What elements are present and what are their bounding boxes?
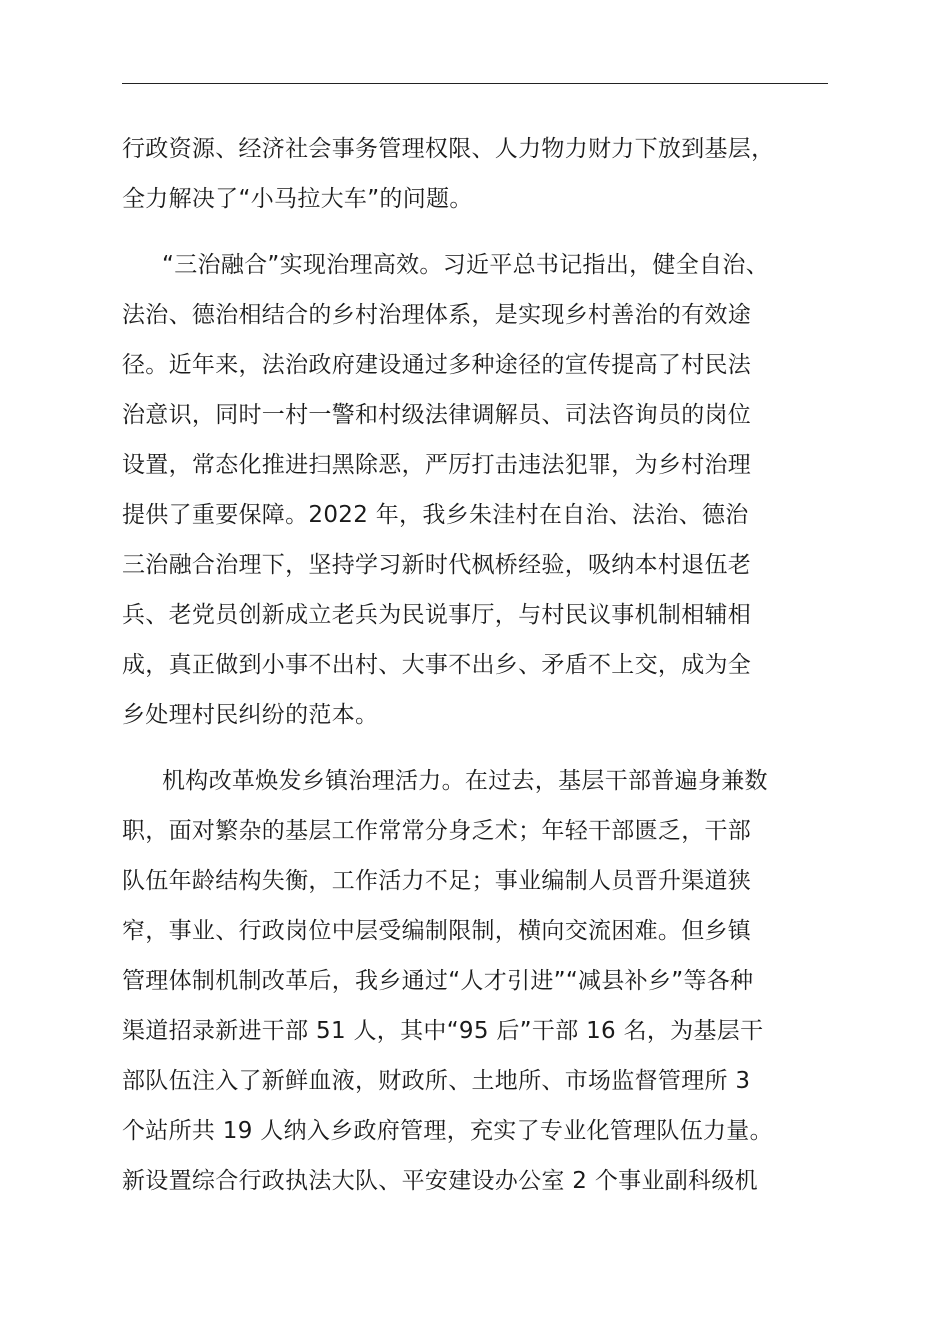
text-line: 法治、德治相结合的乡村治理体系，是实现乡村善治的有效途 [122, 302, 752, 328]
paragraph-gap [122, 224, 828, 240]
text-line: 乡处理村民纠纷的范本。 [122, 702, 379, 728]
text-line: 成，真正做到小事不出村、大事不出乡、矛盾不上交，成为全 [122, 652, 752, 678]
text-line: 队伍年龄结构失衡，工作活力不足；事业编制人员晋升渠道狭 [122, 868, 752, 894]
text-line: 渠道招录新进干部 51 人，其中“95 后”干部 16 名，为基层干 [122, 1018, 764, 1044]
text-line: 径。近年来，法治政府建设通过多种途径的宣传提高了村民法 [122, 352, 752, 378]
text-line: 治意识，同时一村一警和村级法律调解员、司法咨询员的岗位 [122, 402, 752, 428]
paragraph-three-governance [122, 240, 828, 740]
paragraph-continuation [122, 124, 828, 224]
text-line: “三治融合”实现治理高效。习近平总书记指出，健全自治、 [162, 252, 769, 278]
header-rule [122, 83, 828, 84]
text-line: 窄，事业、行政岗位中层受编制限制，横向交流困难。但乡镇 [122, 918, 752, 944]
body-text [122, 124, 828, 1206]
text-line: 职，面对繁杂的基层工作常常分身乏术；年轻干部匮乏，干部 [122, 818, 752, 844]
text-line: 提供了重要保障。2022 年，我乡朱洼村在自治、法治、德治 [122, 502, 749, 528]
text-line: 三治融合治理下，坚持学习新时代枫桥经验，吸纳本村退伍老 [122, 552, 752, 578]
text-line: 管理体制机制改革后，我乡通过“人才引进”“减县补乡”等各种 [122, 968, 754, 994]
text-line: 行政资源、经济社会事务管理权限、人力物力财力下放到基层， [122, 136, 775, 162]
paragraph-gap [122, 740, 828, 756]
text-line: 新设置综合行政执法大队、平安建设办公室 2 个事业副科级机 [122, 1168, 758, 1194]
text-line: 个站所共 19 人纳入乡政府管理，充实了专业化管理队伍力量。 [122, 1118, 773, 1144]
text-line: 兵、老党员创新成立老兵为民说事厅，与村民议事机制相辅相 [122, 602, 752, 628]
text-line: 部队伍注入了新鲜血液，财政所、土地所、市场监督管理所 3 [122, 1068, 751, 1094]
text-line: 全力解决了“小马拉大车”的问题。 [122, 186, 473, 212]
text-line: 机构改革焕发乡镇治理活力。在过去，基层干部普遍身兼数 [162, 768, 768, 794]
text-line: 设置，常态化推进扫黑除恶，严厉打击违法犯罪，为乡村治理 [122, 452, 752, 478]
paragraph-institutional-reform [122, 756, 828, 1206]
